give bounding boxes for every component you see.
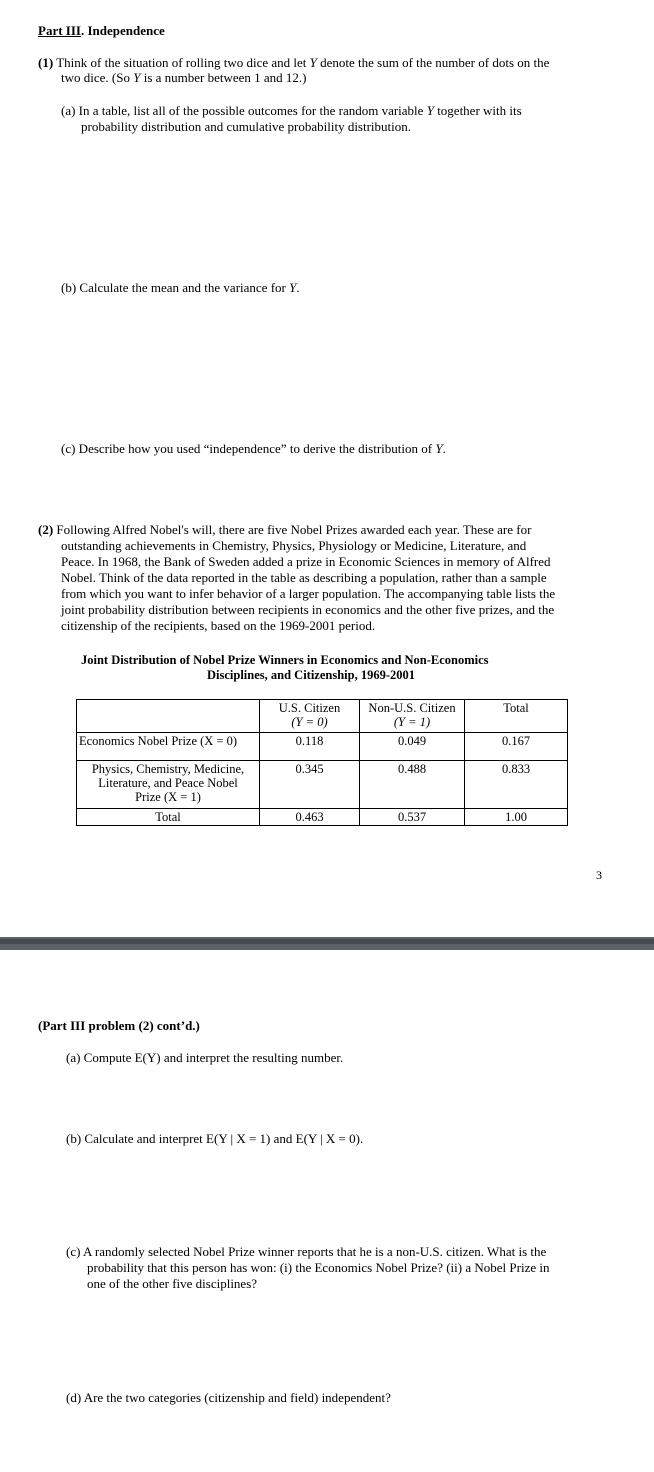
q1b-period: . (296, 280, 300, 295)
table-row-other (77, 761, 568, 809)
col-header-total: Total (465, 700, 568, 733)
q2c-line2: one of the other five disciplines? (87, 1276, 258, 1291)
cell-total-total: 1.00 (465, 809, 568, 826)
q2d-line: (d) Are the two categories (citizenship and field) independent? (66, 1390, 391, 1405)
row-label-econ: Economics Nobel Prize (X = 0) (77, 733, 260, 761)
page2-heading: (Part III problem (2) cont’d.) (38, 1018, 200, 1033)
cell-other-nonus: 0.488 (360, 761, 465, 809)
q2-line4: from which you want to infer behavior of a larger population. The accompanying table lists the (61, 586, 556, 601)
table-corner-cell (77, 700, 260, 733)
q1-line2: two dice. (So Y is a number between 1 and 12.) (61, 70, 307, 85)
q1-number: (1) (38, 55, 54, 70)
cell-other-total: 0.833 (465, 761, 568, 809)
q2a-line: (a) Compute E(Y) and interpret the resulting number. (66, 1050, 344, 1065)
q2-line5: joint probability distribution between recipients in economics and the other five prizes, and the (61, 602, 555, 617)
q1c-line: (c) Describe how you used “independence” to derive the distribution of Y. (61, 441, 446, 456)
q2-line2: Peace. In 1968, the Bank of Sweden added a prize in Economic Sciences in memory of Alfred (61, 554, 551, 569)
q1-var: Y (309, 55, 317, 70)
cell-total-us: 0.463 (260, 809, 360, 826)
q1a-line2: probability distribution and cumulative probability distribution. (81, 119, 412, 134)
q2-line3: Nobel. Think of the data reported in the table as describing a population, rather than a sample (61, 570, 547, 585)
q1-line2-a: two dice. (So (61, 70, 134, 85)
q1-line1 (38, 55, 549, 70)
q2-text-0: Following Alfred Nobel's will, there are five Nobel Prizes awarded each year. These are for (56, 522, 532, 537)
part-heading (38, 23, 165, 38)
q1a-line1: (a) In a table, list all of the possible outcomes for the random variable Y together with its (61, 103, 522, 118)
table-row-total (77, 809, 568, 826)
q2-line6: citizenship of the recipients, based on the 1969-2001 period. (61, 618, 376, 633)
joint-distribution-table (76, 699, 568, 826)
q2-number: (2) (38, 522, 54, 537)
table-header-row (77, 700, 568, 733)
col-header-us: U.S. Citizen (Y = 0) (260, 700, 360, 733)
q1a-text-b: together with its (433, 103, 522, 118)
q1-text-b: denote the sum of the number of dots on the (316, 55, 550, 70)
table-title-line2: Disciplines, and Citizenship, 1969-2001 (207, 668, 416, 682)
table-row-econ (77, 733, 568, 761)
q2c-line1: probability that this person has won: (i) the Economics Nobel Prize? (ii) a Nobel Prize in (87, 1260, 550, 1275)
q2c-line0: (c) A randomly selected Nobel Prize winner reports that he is a non-U.S. citizen. What is the (66, 1244, 547, 1259)
q2-line0 (38, 522, 531, 537)
part-label: Part III (38, 23, 81, 38)
cell-econ-nonus: 0.049 (360, 733, 465, 761)
q1c-text: (c) Describe how you used “independence” to derive the distribution of (61, 441, 436, 456)
page-number: 3 (596, 868, 602, 882)
q1-text-a: Think of the situation of rolling two dice and let (56, 55, 310, 70)
col-header-nonus: Non-U.S. Citizen (Y = 1) (360, 700, 465, 733)
q2b-line: (b) Calculate and interpret E(Y | X = 1) and E(Y | X = 0). (66, 1131, 364, 1146)
q2-line1: outstanding achievements in Chemistry, Physics, Physiology or Medicine, Literature, and (61, 538, 527, 553)
q1a-text-a: (a) In a table, list all of the possible outcomes for the random variable (61, 103, 427, 118)
page-separator-shadow (0, 939, 654, 944)
table-title-line1: Joint Distribution of Nobel Prize Winners in Economics and Non-Economics (81, 653, 489, 667)
cell-other-us: 0.345 (260, 761, 360, 809)
cell-econ-us: 0.118 (260, 733, 360, 761)
q1-line2-b: is a number between 1 and 12.) (140, 70, 307, 85)
q1b-line: (b) Calculate the mean and the variance for Y. (61, 280, 300, 295)
cell-econ-total: 0.167 (465, 733, 568, 761)
part-title: . Independence (80, 23, 165, 38)
row-label-total: Total (77, 809, 260, 826)
cell-total-nonus: 0.537 (360, 809, 465, 826)
row-label-other: Physics, Chemistry, Medicine, Literature, and Peace Nobel Prize (X = 1) (77, 761, 260, 809)
q1b-text: (b) Calculate the mean and the variance for (61, 280, 290, 295)
q1c-period: . (442, 441, 446, 456)
